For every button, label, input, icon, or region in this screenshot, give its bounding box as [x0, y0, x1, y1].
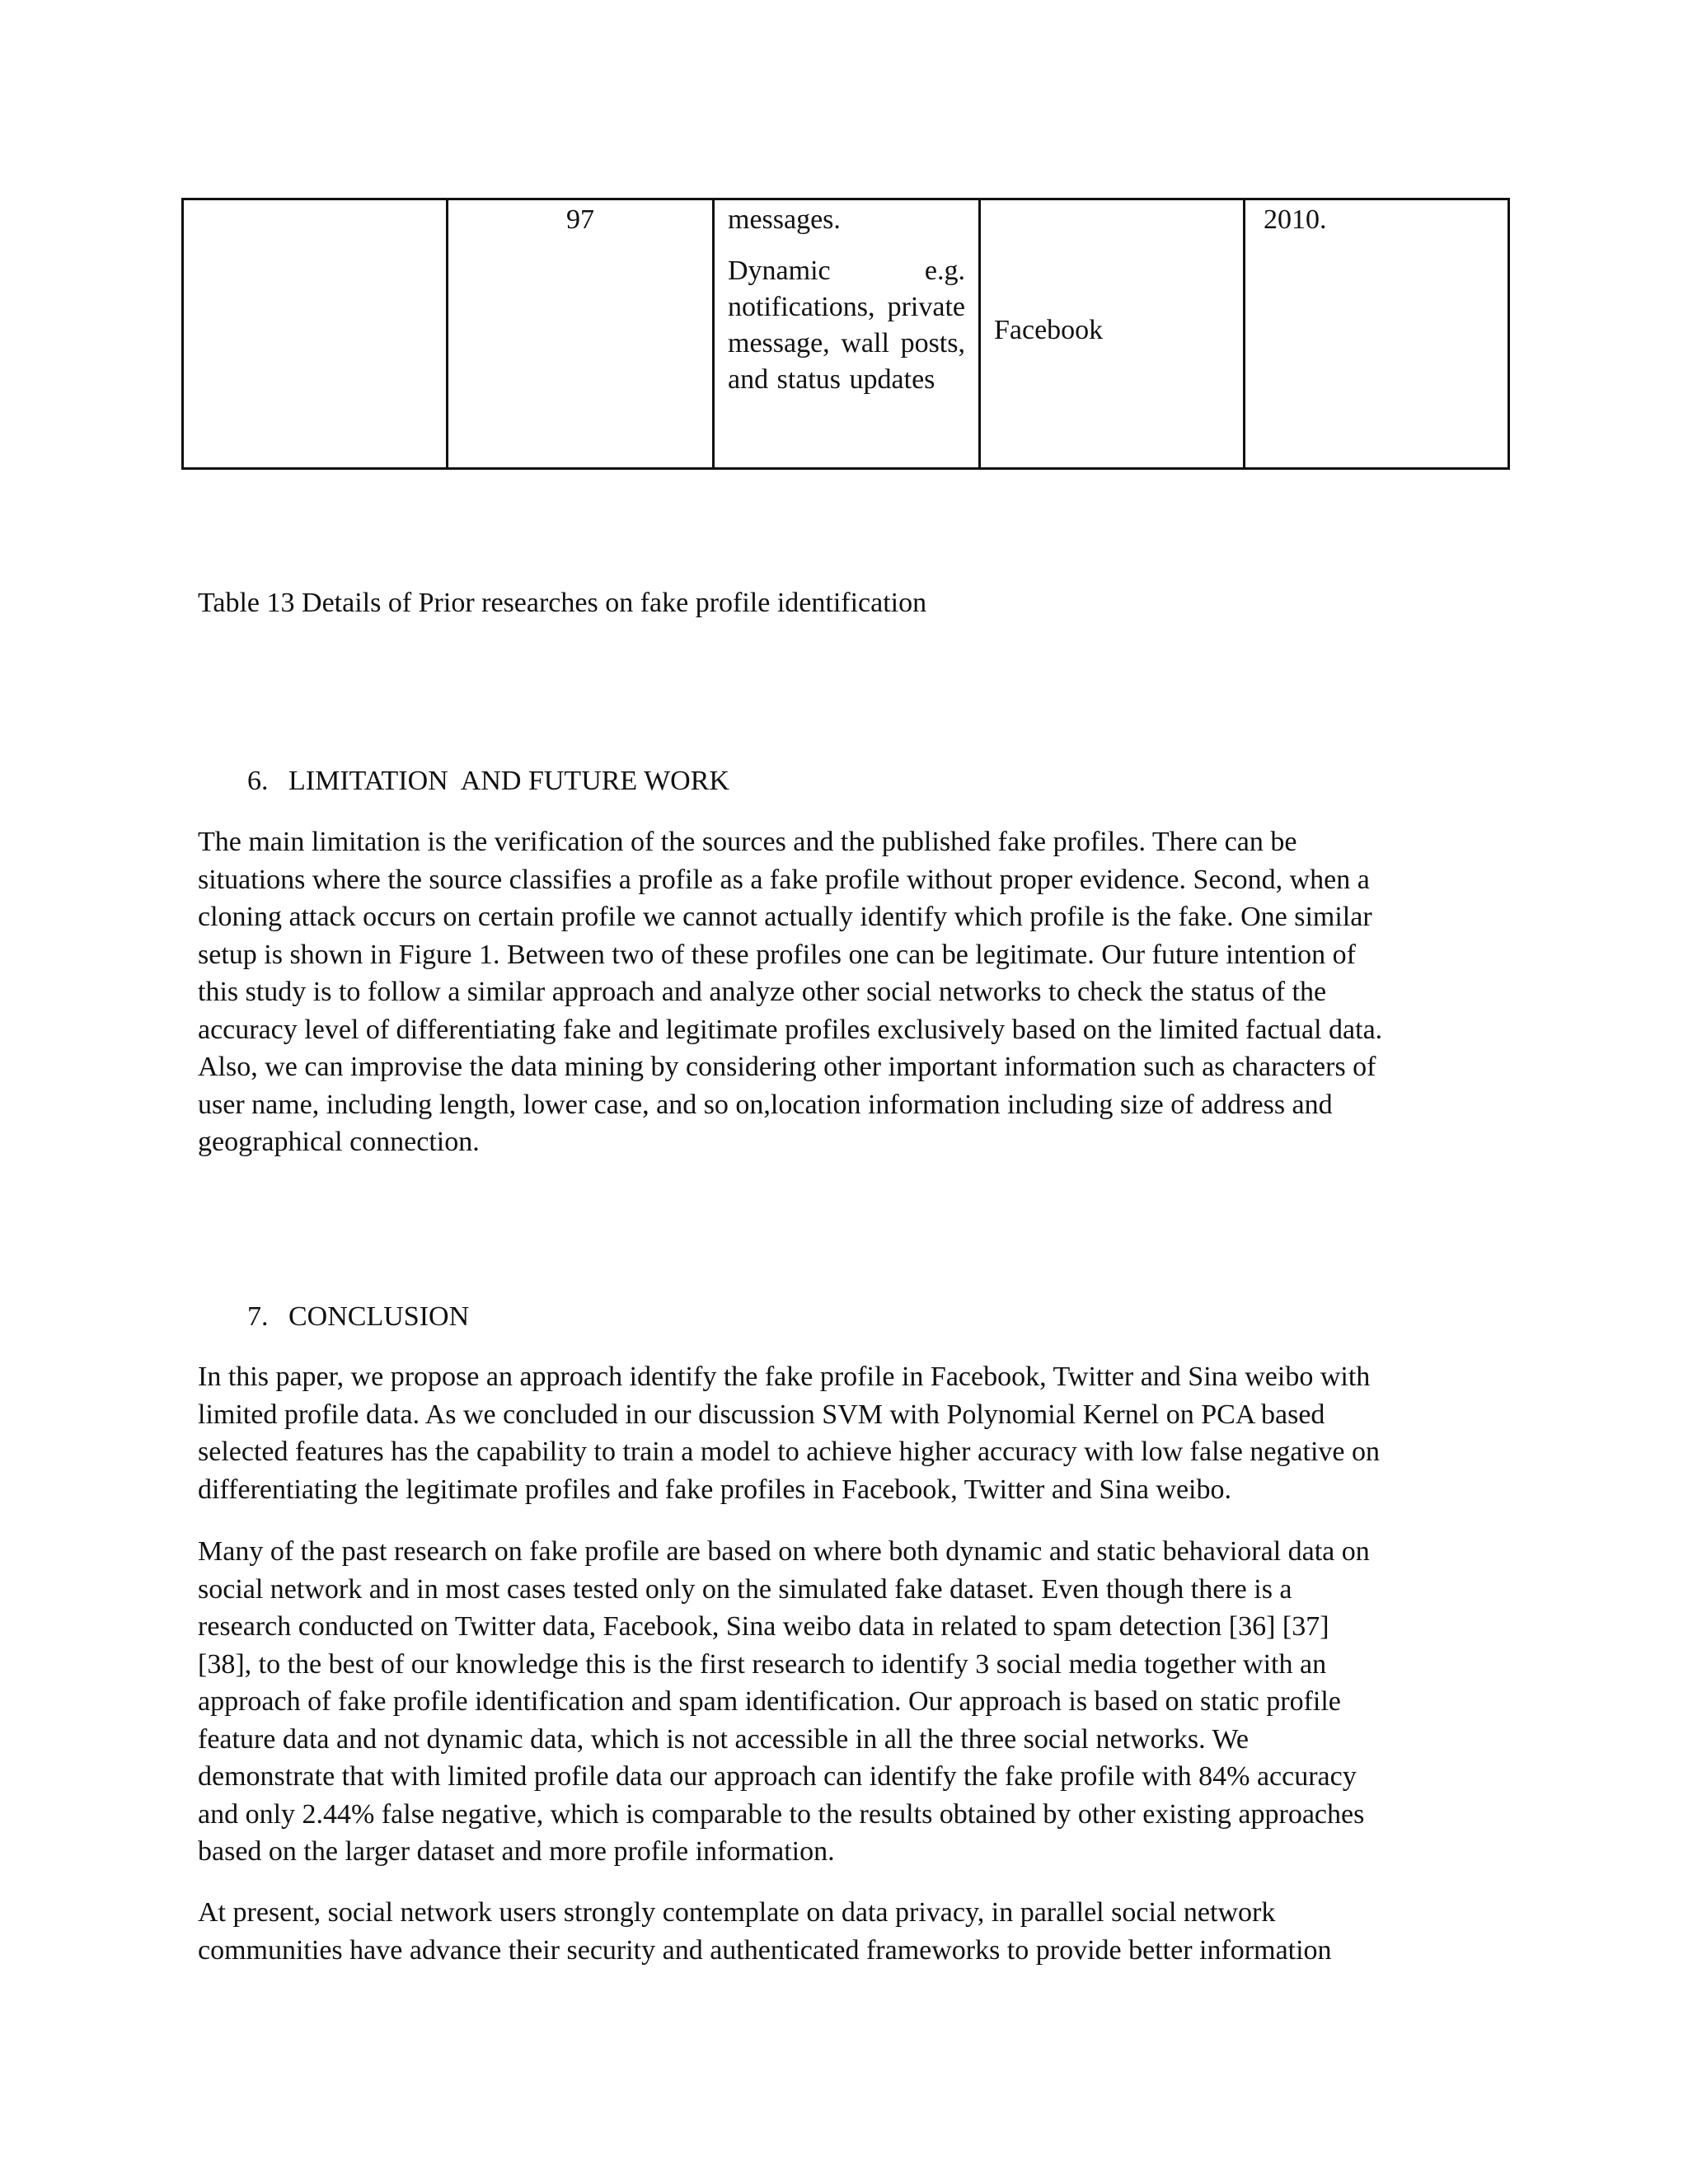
- table-cell-5-text: 2010.: [1264, 204, 1327, 235]
- paragraph-line: selected features has the capability to train a model to achieve higher accuracy with low false negative on: [198, 1436, 1381, 1467]
- table-cell-3-line1: messages.: [728, 204, 841, 235]
- paragraph-line: At present, social network users strongly contemplate on data privacy, in parallel social network: [198, 1897, 1276, 1928]
- paragraph-line: accuracy level of differentiating fake and legitimate profiles exclusively based on the limited factual data.: [198, 1014, 1383, 1045]
- conclusion-paragraph-2: [198, 1533, 1492, 1871]
- conclusion-paragraph-1: [198, 1358, 1492, 1508]
- prior-research-table: [181, 198, 1510, 470]
- table-cell-3-dynamic: Dynamic e.g. notifications, private message, wall posts, and status updates: [728, 255, 965, 395]
- limitation-paragraph: [198, 823, 1492, 1161]
- paragraph-line: user name, including length, lower case, and so on,location information including size of address and: [198, 1089, 1333, 1120]
- paragraph-line: feature data and not dynamic data, which is not accessible in all the three social networks. We: [198, 1723, 1249, 1755]
- paragraph-line: [38], to the best of our knowledge this is the first research to identify 3 social media together with an: [198, 1648, 1327, 1680]
- paragraph-line: limited profile data. As we concluded in our discussion SVM with Polynomial Kernel on PCA based: [198, 1399, 1325, 1430]
- table-cell-3: [714, 199, 980, 469]
- paragraph-line: situations where the source classifies a profile as a fake profile without proper evidence. Second, when a: [198, 864, 1370, 895]
- section-number: 7.: [247, 1301, 269, 1332]
- paragraph-line: research conducted on Twitter data, Facebook, Sina weibo data in related to spam detection [36] [37]: [198, 1611, 1329, 1642]
- paragraph-line: approach of fake profile identification and spam identification. Our approach is based on static profile: [198, 1686, 1341, 1717]
- paragraph-line: Many of the past research on fake profile are based on where both dynamic and static behavioral data on: [198, 1536, 1370, 1567]
- section-title: CONCLUSION: [288, 1301, 470, 1332]
- paragraph-line: social network and in most cases tested only on the simulated fake dataset. Even though there is a: [198, 1573, 1292, 1605]
- section-number: 6.: [247, 766, 269, 796]
- table-row: [183, 199, 1509, 469]
- section-heading-limitation: [247, 763, 729, 799]
- table-cell-2: [448, 199, 714, 469]
- table-cell-2-text: 97: [566, 204, 594, 235]
- table-caption: Table 13 Details of Prior researches on fake profile identification: [198, 588, 927, 618]
- paragraph-line: The main limitation is the verification of the sources and the published fake profiles. There can be: [198, 827, 1297, 857]
- paragraph-line: this study is to follow a similar approach and analyze other social networks to check the status of the: [198, 977, 1327, 1007]
- paragraph-line: demonstrate that with limited profile data our approach can identify the fake profile with 84% accuracy: [198, 1761, 1357, 1792]
- table-cell-5: [1245, 199, 1509, 469]
- paragraph-line: cloning attack occurs on certain profile we cannot actually identify which profile is the fake. One similar: [198, 902, 1372, 932]
- table-cell-1: [183, 199, 448, 469]
- paragraph-line: based on the larger dataset and more profile information.: [198, 1836, 835, 1867]
- paragraph-line: communities have advance their security and authenticated frameworks to provide better information: [198, 1934, 1332, 1966]
- section-heading-conclusion: [247, 1299, 469, 1335]
- table-cell-4: [980, 199, 1245, 469]
- paragraph-line: Also, we can improvise the data mining by considering other important information such as characters of: [198, 1052, 1376, 1082]
- paragraph-line: differentiating the legitimate profiles and fake profiles in Facebook, Twitter and Sina weibo.: [198, 1474, 1231, 1505]
- paragraph-line: and only 2.44% false negative, which is comparable to the results obtained by other existing approaches: [198, 1798, 1365, 1830]
- table-cell-4-text: Facebook: [994, 315, 1104, 345]
- conclusion-paragraph-3: [198, 1894, 1492, 1969]
- paragraph-line: geographical connection.: [198, 1127, 480, 1157]
- table-cell-1-text: [184, 200, 446, 202]
- section-title: LIMITATION AND FUTURE WORK: [288, 766, 729, 796]
- paragraph-line: setup is shown in Figure 1. Between two of these profiles one can be legitimate. Our future intention of: [198, 939, 1357, 970]
- paragraph-line: In this paper, we propose an approach identify the fake profile in Facebook, Twitter and Sina weibo with: [198, 1361, 1371, 1392]
- prior-research-table-continuation: [181, 198, 1500, 470]
